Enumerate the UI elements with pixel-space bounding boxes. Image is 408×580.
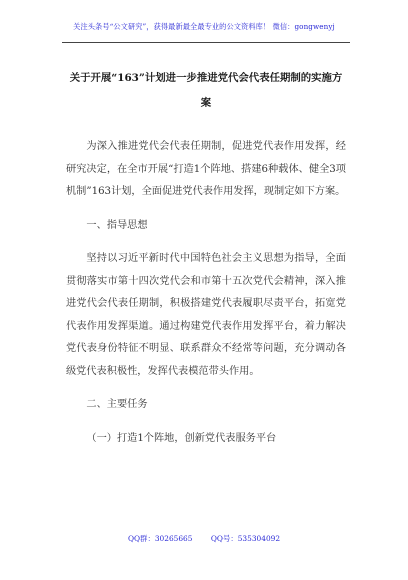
footer-contact: [0, 533, 408, 544]
footer-qq-number: QQ号：535304092: [210, 534, 281, 543]
intro-paragraph: 为深入推进党代会代表任期制，促进党代表作用发挥，经研究决定，在全市开展“打造1个阵地、搭建6种载体、健全3项机制”163计划，全面促进党代表作用发挥，现制定如下方案。: [66, 141, 346, 197]
subsection-heading-platform: （一）打造1个阵地，创新党代表服务平台: [86, 432, 277, 444]
header-note: 关注头条号“公文研究”，获得最新最全最专业的公文资料库！ 微信：gongwenyj: [73, 22, 335, 31]
header-divider: [62, 42, 350, 43]
footer-qq-group: QQ群：30265665: [127, 534, 193, 543]
section-heading-main-tasks: 二、主要任务: [86, 399, 148, 410]
section-heading-guiding-ideology: 一、指导思想: [86, 219, 148, 231]
guiding-ideology-paragraph: 坚持以习近平新时代中国特色社会主义思想为指导，全面贯彻落实市第十四次党代会和市第十五次党代会精神，深入推进党代会代表任期制，积极搭建党代表履职尽责平台，拓宽党代表作用发挥渠道。通过构建党代表作用发挥平台，着力解决党代表身份特征不明显、联系群众不经常等问题，充分调动各级党代表积极性，发挥代表模范带头作用。: [66, 253, 346, 377]
document-body: [66, 136, 346, 450]
document-title: 关于开展“163”计划进一步推进党代会代表任期制的实施方案: [69, 72, 343, 109]
